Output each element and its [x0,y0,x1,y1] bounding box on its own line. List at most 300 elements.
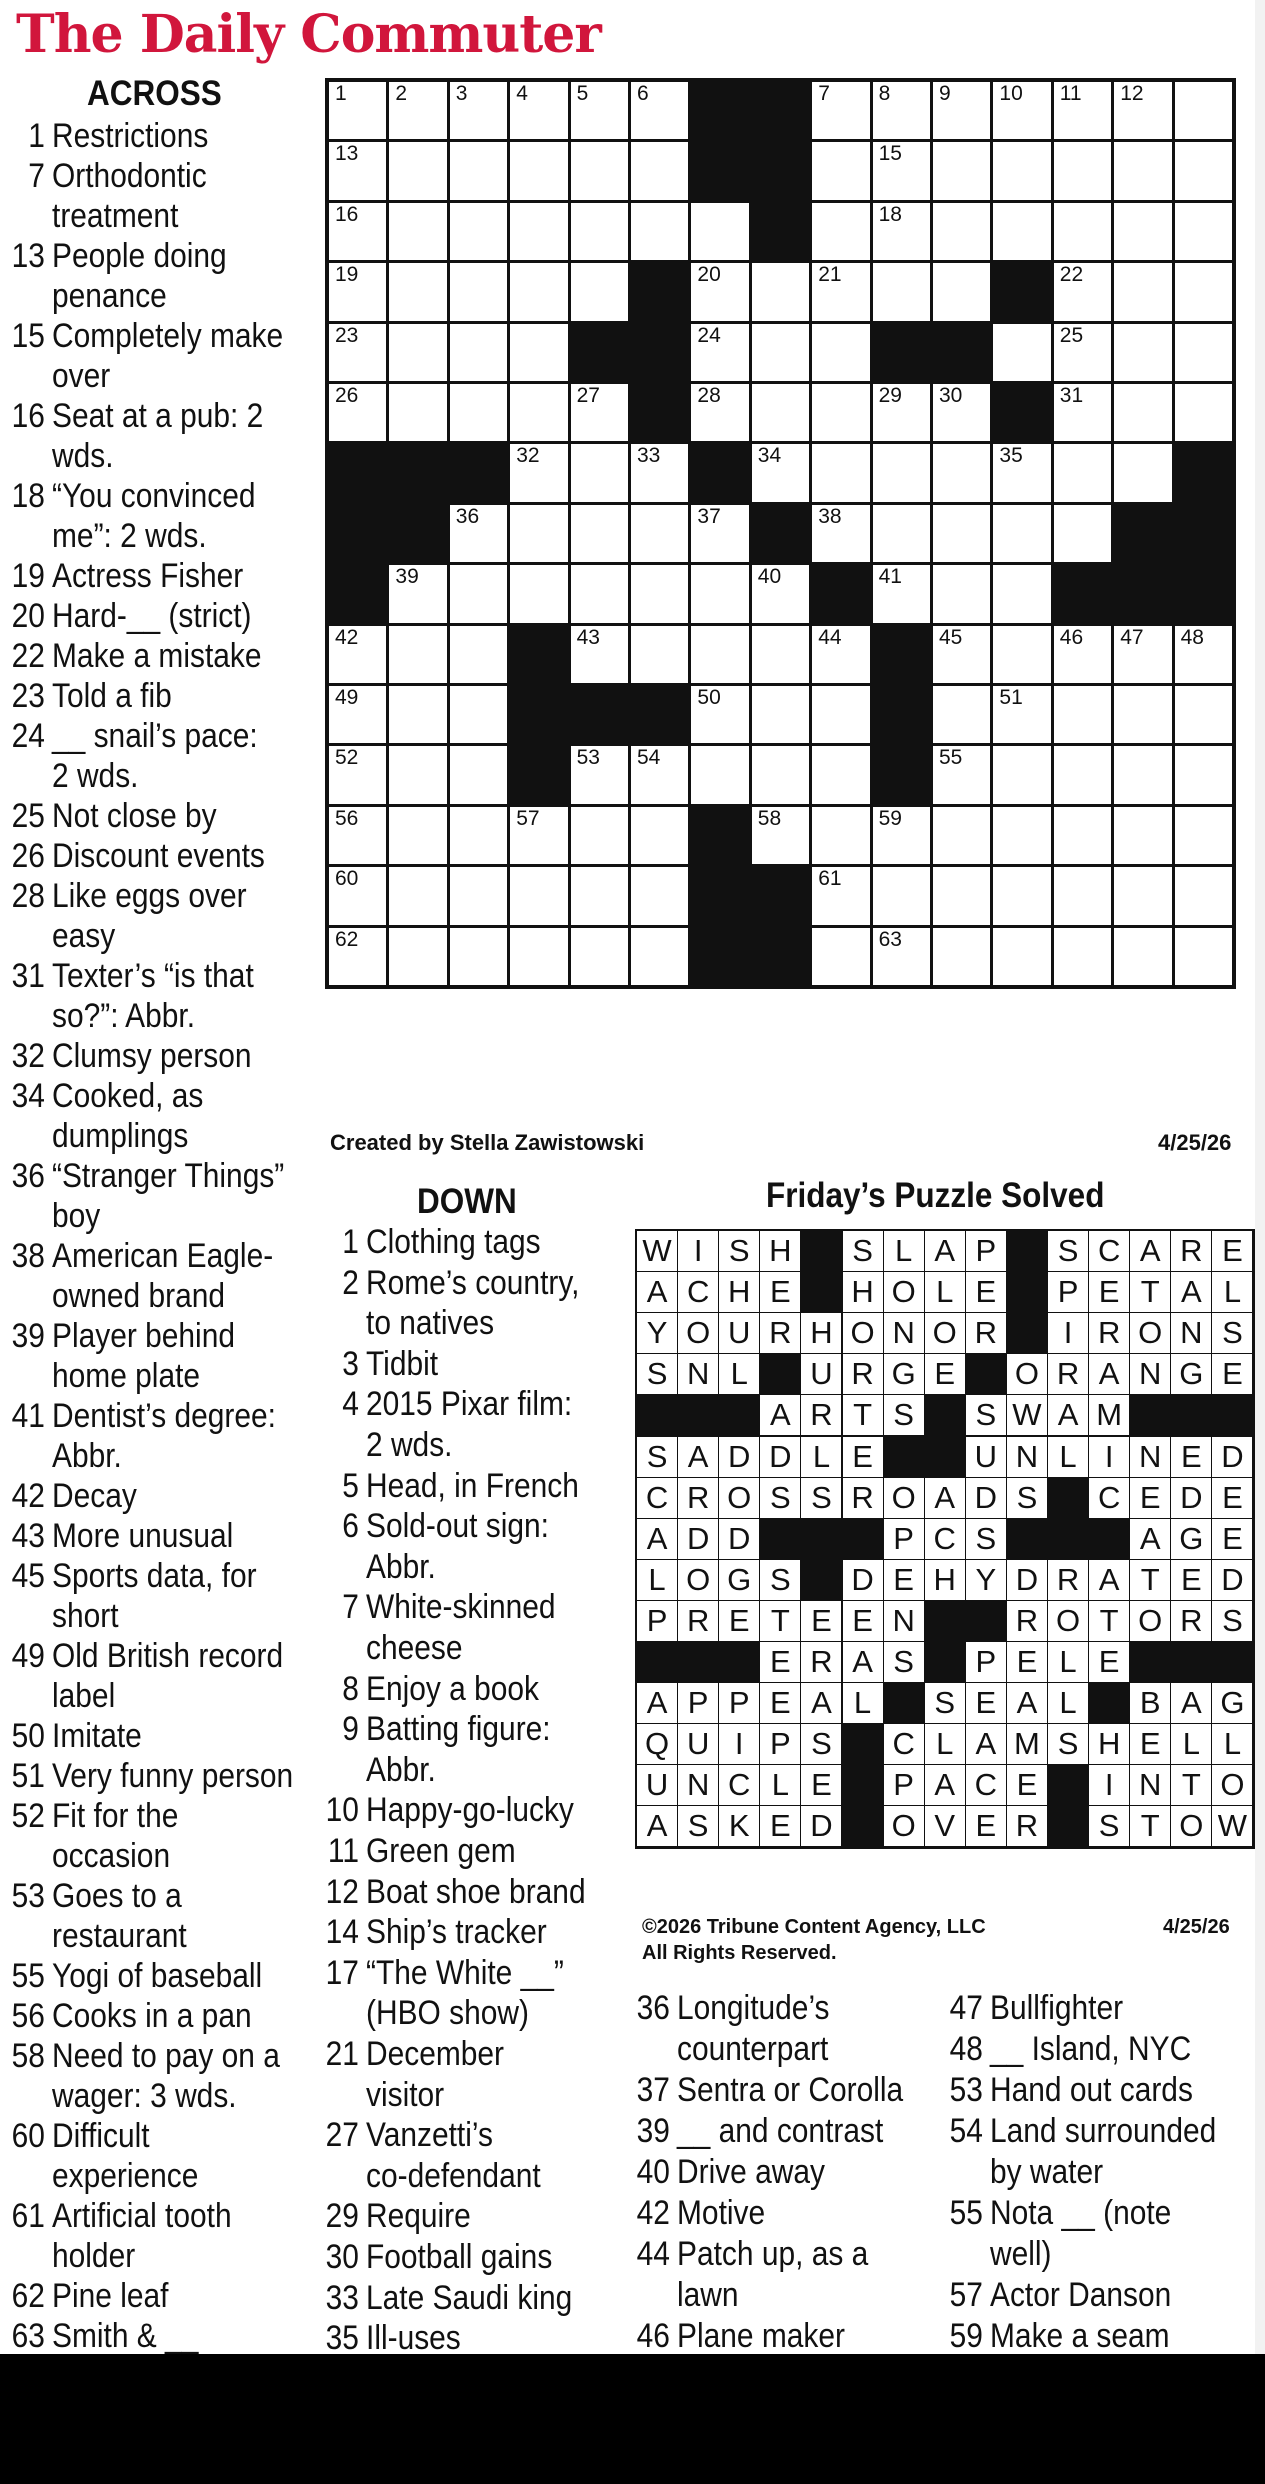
solved-letter: O [1129,1312,1171,1354]
clue-text: easy [52,917,116,955]
clue-continuation [52,1676,115,1716]
clue-text: Hard-__ (strict) [52,597,252,635]
solved-letter: U [677,1723,719,1765]
clue-text: Plane maker [677,2317,845,2354]
clue-number: 7 [342,1588,359,1627]
solved-letter: U [636,1764,678,1806]
solved-letter: A [924,1764,966,1806]
clue-across-26 [11,836,265,876]
solved-letter: O [718,1477,760,1519]
clue-text: Motive [677,2194,766,2232]
solved-letter: E [924,1353,966,1395]
solved-letter: R [1088,1312,1130,1354]
cell-number: 20 [697,263,721,287]
clue-text: Discount events [52,837,265,875]
solved-letter: E [800,1600,842,1642]
clue-text: 2 wds. [52,757,139,795]
solved-letter: I [1088,1764,1130,1806]
solved-letter: U [718,1312,760,1354]
clue-text: Sports data, for [52,1557,257,1595]
clue-continuation [990,2234,1052,2274]
solved-letter: K [718,1805,760,1847]
solved-letter: T [1170,1764,1212,1806]
solved-letter: D [800,1805,842,1847]
solved-letter: R [1170,1230,1212,1272]
solved-letter: D [1170,1477,1212,1519]
clue-down_col1-8 [342,1669,540,1709]
clue-number: 36 [636,1989,670,2027]
solved-letter: A [924,1477,966,1519]
solved-letter: Y [636,1312,678,1354]
solved-letter: E [1006,1764,1048,1806]
solved-letter: O [883,1477,925,1519]
cell-number: 32 [516,444,540,468]
cell-number: 23 [335,323,359,347]
clue-text: Nota __ (note [990,2194,1172,2232]
clue-text: 2 wds. [366,1426,453,1464]
clue-number: 39 [11,1317,45,1355]
solved-letter: S [718,1230,760,1272]
cell-number: 53 [576,746,600,770]
clue-text: Seat at a pub: 2 [52,397,264,435]
cell-number: 58 [757,806,782,830]
cell-number: 38 [818,504,842,528]
clue-number: 28 [11,877,45,915]
clue-across-49 [11,1636,284,1676]
clue-number: 54 [949,2112,983,2150]
clue-down_col3-54 [949,2111,1217,2151]
solved-letter: S [759,1559,801,1601]
clue-text: so?”: Abbr. [52,997,196,1035]
solved-letter: E [1170,1436,1212,1478]
clue-continuation [366,1628,462,1668]
clue-number: 17 [325,1953,359,1992]
clue-text: 2015 Pixar film: [366,1385,573,1424]
solved-letter: P [677,1682,719,1724]
solved-letter: B [1129,1682,1171,1724]
solved-letter: E [1211,1518,1253,1560]
cell-number: 54 [637,746,661,770]
solved-letter: E [759,1271,801,1313]
solved-letter: A [677,1436,719,1478]
clue-number: 1 [28,117,45,155]
solved-letter: H [800,1312,842,1354]
cell-number: 56 [335,806,359,830]
clue-text: Abbr. [366,1547,436,1586]
solved-letter: G [1170,1353,1212,1395]
cell-number: 39 [395,565,419,589]
solved-letter: S [924,1682,966,1724]
cell-number: 2 [395,82,408,105]
solved-letter: C [1088,1230,1130,1272]
solved-letter: E [1129,1477,1171,1519]
clue-continuation [52,1116,188,1156]
solved-letter: U [965,1436,1007,1478]
clue-across-39 [11,1316,235,1356]
cell-number: 8 [878,82,891,105]
copyright-line-1: ©2026 Tribune Content Agency, LLC [642,1916,986,1938]
clue-continuation [52,1436,122,1476]
cell-number: 40 [757,565,782,589]
solved-letter: C [965,1764,1007,1806]
cell-number: 26 [335,384,359,407]
clue-across-1 [28,116,209,156]
solved-letter: W [1006,1394,1048,1436]
clue-across-28 [11,876,247,916]
solved-letter: Q [636,1723,678,1765]
clue-number: 14 [325,1913,359,1952]
clue-text: Old British record [52,1637,284,1675]
cell-number: 15 [878,142,902,166]
clue-down_col1-7 [342,1587,556,1627]
solved-letter: A [636,1271,678,1313]
clue-down_col1-12 [325,1872,586,1912]
clue-down_col3-47 [949,1988,1124,2028]
solved-letter: C [924,1518,966,1560]
solved-letter: L [1047,1682,1089,1724]
clue-down_col1-35 [325,2318,461,2354]
solved-letter: E [1211,1477,1253,1519]
cell-number: 41 [878,565,902,589]
clue-text: Need to pay on a [52,2037,280,2075]
clue-across-42 [11,1476,137,1516]
solved-title: Friday’s Puzzle Solved [766,1176,1105,1215]
solved-letter: H [924,1559,966,1601]
clue-across-22 [11,636,262,676]
solved-letter: E [759,1682,801,1724]
clue-number: 63 [11,2317,45,2354]
clue-number: 20 [11,597,45,635]
solved-letter: L [1211,1271,1253,1313]
clue-text: Orthodontic [52,157,207,195]
clue-number: 25 [11,797,45,835]
clue-text: Tidbit [366,1344,439,1383]
clue-text: Enjoy a book [366,1669,540,1708]
solved-letter: E [1211,1230,1253,1272]
clue-number: 11 [327,1832,359,1870]
solved-letter: S [1088,1805,1130,1847]
cell-number: 3 [455,82,468,105]
solved-letter: S [1047,1723,1089,1765]
cell-number: 43 [576,625,600,649]
solved-letter: D [842,1559,884,1601]
solved-letter: R [677,1600,719,1642]
clue-continuation [52,2236,135,2276]
solved-letter: C [883,1723,925,1765]
solved-letter: G [1211,1682,1253,1724]
clue-number: 56 [11,1997,45,2035]
solved-letter: T [1129,1271,1171,1313]
solved-letter: N [1129,1436,1171,1478]
clue-number: 35 [325,2319,359,2354]
clue-text: Clumsy person [52,1037,252,1075]
clue-text: over [52,357,111,395]
clue-continuation [366,2156,541,2196]
clue-across-56 [11,1996,252,2036]
solved-letter: A [965,1723,1007,1765]
solved-letter: L [800,1436,842,1478]
clue-across-25 [11,796,217,836]
solved-letter: L [636,1559,678,1601]
clue-across-55 [11,1956,263,1996]
solved-letter: N [1170,1312,1212,1354]
clue-across-24 [11,716,258,756]
clue-number: 19 [11,557,45,595]
cell-number: 59 [878,806,902,830]
clue-down_col2-40 [636,2152,825,2192]
clue-text: home plate [52,1357,201,1395]
clue-number: 40 [636,2153,670,2191]
clue-number: 21 [325,2035,359,2073]
solved-letter: L [1211,1723,1253,1765]
clue-text: White-skinned [366,1588,556,1627]
clue-number: 45 [11,1557,45,1595]
clue-text: Actress Fisher [52,557,244,595]
solved-letter: H [718,1271,760,1313]
cell-number: 62 [335,927,359,951]
clue-text: Sold-out sign: [366,1507,549,1546]
clue-down_col1-17 [325,1953,564,1993]
cell-number: 30 [939,384,963,407]
clue-continuation [52,516,207,556]
solved-letter: A [842,1641,884,1683]
clue-text: Actor Danson [990,2276,1172,2314]
solved-letter: E [965,1805,1007,1847]
cell-number: 31 [1059,384,1084,407]
clue-number: 34 [11,1077,45,1115]
solved-letter: E [1006,1641,1048,1683]
clue-continuation [52,1196,100,1236]
clue-text: Decay [52,1477,137,1515]
clue-down_col1-6 [342,1506,549,1546]
clue-number: 31 [11,957,45,995]
solved-letter: C [1088,1477,1130,1519]
clue-across-32 [11,1036,252,1076]
solved-letter: S [965,1518,1007,1560]
solved-letter: P [965,1641,1007,1683]
solved-letter: A [1047,1394,1089,1436]
clue-text: counterpart [677,2030,829,2068]
solved-letter: R [800,1641,842,1683]
clue-text: Boat shoe brand [366,1872,586,1911]
solved-letter: E [883,1559,925,1601]
solved-letter: R [1006,1805,1048,1847]
clue-text: Sentra or Corolla [677,2071,904,2109]
clue-text: Require [366,2197,471,2236]
clue-text: People doing [52,237,227,275]
clue-down_col1-21 [325,2034,505,2074]
clue-text: December [366,2035,505,2073]
solved-letter: R [842,1477,884,1519]
clue-number: 55 [949,2194,983,2232]
solved-letter: E [1170,1559,1212,1601]
solved-letter: T [1129,1559,1171,1601]
cell-number: 47 [1120,625,1144,649]
clue-text: __ and contrast [677,2112,884,2150]
solved-letter: P [883,1518,925,1560]
clue-text: Cooks in a pan [52,1997,252,2035]
solved-letter: M [1006,1723,1048,1765]
clue-text: Land surrounded [990,2112,1217,2150]
clue-text: Abbr. [52,1437,122,1475]
solved-letter: E [759,1641,801,1683]
clue-across-50 [11,1716,142,1756]
clue-text: Make a mistake [52,637,262,675]
cell-number: 45 [939,625,963,649]
solved-letter: D [718,1436,760,1478]
crossword-grid[interactable] [327,80,1233,986]
clue-number: 9 [342,1710,359,1749]
solved-letter: G [718,1559,760,1601]
clue-across-45 [11,1556,257,1596]
clue-number: 60 [11,2117,45,2155]
solved-letter: P [759,1723,801,1765]
solved-letter: R [1047,1353,1089,1395]
solved-letter: L [1047,1436,1089,1478]
clue-text: boy [52,1197,101,1235]
clue-across-18 [11,476,256,516]
solved-letter: L [718,1353,760,1395]
clue-continuation [366,1425,452,1465]
solved-letter: O [1211,1764,1253,1806]
clue-text: Told a fib [52,677,172,715]
solved-letter: A [1006,1682,1048,1724]
clue-down_col1-1 [342,1222,541,1262]
solved-letter: A [1088,1353,1130,1395]
clue-text: (HBO show) [366,1994,529,2033]
solved-letter: E [800,1764,842,1806]
clue-text: well) [990,2235,1052,2273]
clue-across-51 [11,1756,294,1796]
solved-letter: D [965,1477,1007,1519]
solved-letter: R [800,1394,842,1436]
clue-across-53 [11,1876,182,1916]
clue-text: Happy-go-lucky [366,1791,574,1830]
solved-letter: O [883,1271,925,1313]
cell-number: 5 [576,82,589,105]
clue-continuation [52,1916,187,1956]
solved-letter: R [1006,1600,1048,1642]
clue-text: Late Saudi king [366,2278,573,2317]
clue-number: 41 [11,1397,45,1435]
clue-text: wds. [52,437,114,475]
clue-across-52 [11,1796,179,1836]
clue-continuation [52,356,110,396]
clue-continuation [52,996,195,1036]
clue-down_col1-29 [325,2196,471,2236]
clue-number: 3 [342,1344,359,1383]
cell-number: 13 [335,142,359,166]
solved-letter: E [1129,1723,1171,1765]
clue-text: __ snail’s pace: [52,717,258,755]
solved-letter: I [718,1723,760,1765]
clue-down_col2-42 [636,2193,766,2233]
clue-number: 32 [11,1037,45,1075]
cell-number: 50 [697,686,721,709]
solved-letter: L [1170,1723,1212,1765]
solved-letter: D [1006,1559,1048,1601]
clue-text: Abbr. [366,1750,436,1789]
solved-letter: T [759,1600,801,1642]
clue-text: me”: 2 wds. [52,517,207,555]
cell-number: 10 [999,82,1023,105]
clue-across-13 [11,236,227,276]
solved-letter: N [677,1353,719,1395]
grid-border [325,78,1236,989]
solved-letter: O [677,1559,719,1601]
clue-number: 43 [11,1517,45,1555]
clue-continuation [366,1547,436,1587]
clue-continuation [52,1356,200,1396]
puzzle-credit: Created by Stella Zawistowski [330,1130,645,1155]
clue-down_col1-9 [342,1709,551,1749]
clue-number: 12 [325,1872,359,1911]
clue-text: Player behind [52,1317,235,1355]
clue-text: Patch up, as a [677,2235,869,2273]
cell-number: 28 [697,384,721,407]
solved-letter: L [883,1230,925,1272]
clue-across-58 [11,2036,280,2076]
solved-letter: L [842,1682,884,1724]
clue-text: Smith & __ [52,2317,199,2354]
clue-text: holder [52,2237,136,2275]
solved-letter: E [1088,1641,1130,1683]
solved-letter: U [800,1353,842,1395]
solved-letter: S [1047,1230,1089,1272]
solved-letter: L [759,1764,801,1806]
cell-number: 55 [939,746,963,770]
clue-number: 8 [342,1669,359,1708]
clue-down_col1-14 [325,1912,547,1952]
clue-across-16 [11,396,264,436]
cell-number: 19 [335,263,359,287]
cell-number: 24 [697,323,721,347]
clue-down_col1-4 [342,1384,573,1424]
solved-letter: A [1129,1230,1171,1272]
cell-number: 16 [335,202,359,226]
solved-letter: R [677,1477,719,1519]
clue-text: Batting figure: [366,1710,551,1749]
clue-down_col2-37 [636,2070,904,2110]
clue-down_col1-27 [325,2115,493,2155]
copyright-line-2: All Rights Reserved. [642,1942,837,1964]
clue-text: experience [52,2157,199,2195]
solved-letter: S [636,1353,678,1395]
page-edge [1255,0,1265,2354]
cell-number: 49 [335,686,359,709]
clue-number: 44 [636,2235,670,2273]
clue-text: wager: 3 wds. [52,2077,237,2115]
clue-across-63 [11,2316,199,2354]
solved-letter: W [636,1230,678,1272]
clue-text: occasion [52,1837,171,1875]
solved-letter: C [636,1477,678,1519]
clue-number: 2 [342,1263,359,1302]
clue-number: 57 [949,2276,983,2314]
solved-letter: R [965,1312,1007,1354]
clue-continuation [52,756,138,796]
solved-letter: Y [965,1559,1007,1601]
clue-text: Imitate [52,1717,142,1755]
solved-letter: W [1211,1805,1253,1847]
clue-continuation [990,2152,1103,2192]
solved-letter: A [636,1682,678,1724]
solved-letter: E [842,1436,884,1478]
clue-number: 13 [11,237,45,275]
solved-letter: L [924,1723,966,1765]
solved-letter: S [1006,1477,1048,1519]
solved-letter: N [1129,1764,1171,1806]
